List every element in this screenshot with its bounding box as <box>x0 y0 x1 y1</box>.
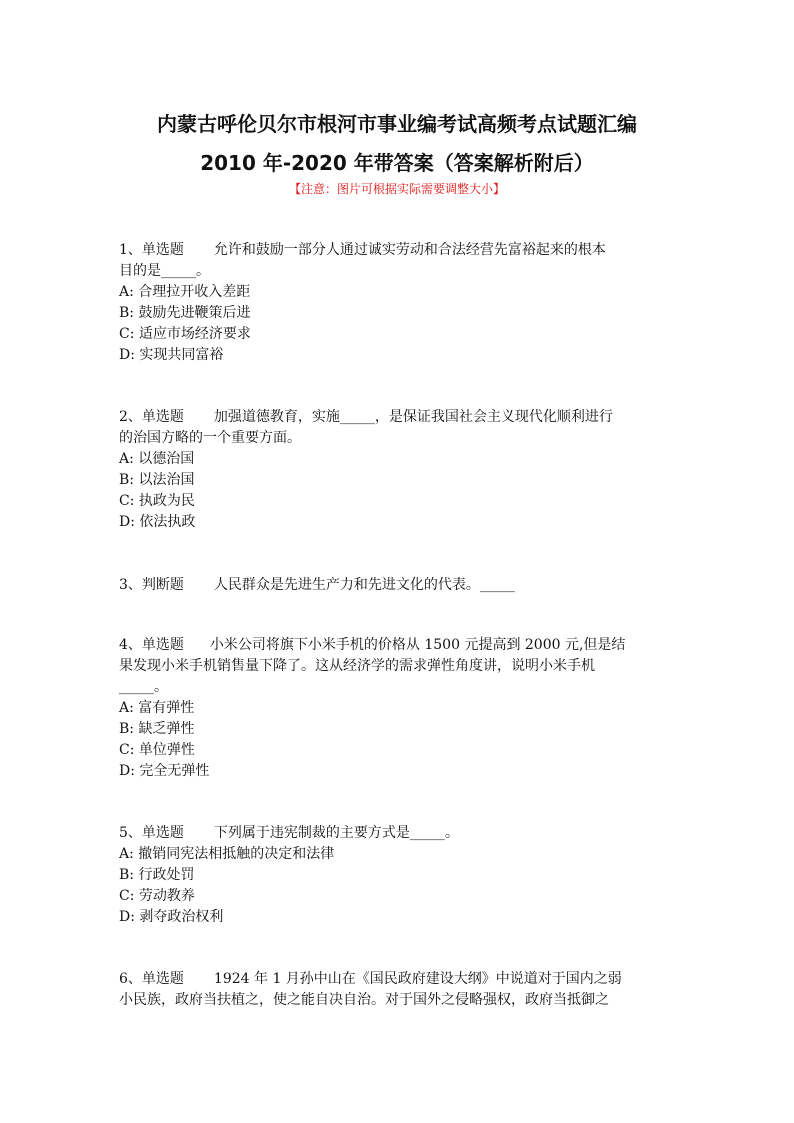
question-stem <box>119 635 679 656</box>
question-label: 1、单选题 <box>119 242 184 258</box>
option-a: A: 合理拉开收入差距 <box>119 284 251 300</box>
question-label: 3、判断题 <box>119 577 184 593</box>
document-title-line1: 内蒙古呼伦贝尔市根河市事业编考试高频考点试题汇编 <box>157 112 637 136</box>
option-d: D: 剥夺政治权利 <box>119 909 224 925</box>
option-a: A: 撤销同宪法相抵触的决定和法律 <box>119 846 335 862</box>
resize-notice: 【注意：图片可根据实际需要调整大小】 <box>288 182 505 196</box>
question-stem <box>119 969 679 990</box>
option-c: C: 执政为民 <box>119 493 195 509</box>
question-4 <box>119 635 679 782</box>
option-c: C: 劳动教养 <box>119 888 195 904</box>
option-d: D: 依法执政 <box>119 514 196 530</box>
option-d: D: 完全无弹性 <box>119 763 210 779</box>
option-d: D: 实现共同富裕 <box>119 347 224 363</box>
question-text-line: 1924 年 1 月孙中山在《国民政府建设大纲》中说道对于国内之弱 <box>213 971 622 987</box>
question-text-line: 允许和鼓励一部分人通过诚实劳动和合法经营先富裕起来的根本 <box>213 242 606 258</box>
option-c: C: 单位弹性 <box>119 742 195 758</box>
question-text-line: 加强道德教育，实施_____，是保证我国社会主义现代化顺利进行 <box>213 409 613 425</box>
option-c: C: 适应市场经济要求 <box>119 326 251 342</box>
question-stem <box>119 407 679 428</box>
question-text-line: 小民族，政府当扶植之，使之能自决自治。对于国外之侵略强权，政府当抵御之 <box>119 992 609 1008</box>
question-label: 5、单选题 <box>119 825 184 841</box>
question-text-line: 下列属于违宪制裁的主要方式是_____。 <box>213 825 459 841</box>
question-1 <box>119 240 679 366</box>
question-5 <box>119 823 679 928</box>
document-title-line2: 2010 年-2020 年带答案（答案解析附后） <box>200 151 594 175</box>
question-text-line: 小米公司将旗下小米手机的价格从 1500 元提高到 2000 元,但是结 <box>209 637 626 653</box>
question-2 <box>119 407 679 533</box>
question-text-line: 目的是_____。 <box>119 263 210 279</box>
option-a: A: 富有弹性 <box>119 700 195 716</box>
question-label: 6、单选题 <box>119 971 184 987</box>
question-text-line: 果发现小米手机销售量下降了。这从经济学的需求弹性角度讲，说明小米手机 <box>119 658 595 674</box>
question-label: 4、单选题 <box>119 637 184 653</box>
option-b: B: 以法治国 <box>119 472 195 488</box>
option-a: A: 以德治国 <box>119 451 195 467</box>
question-text-line: 的治国方略的一个重要方面。 <box>119 430 301 446</box>
question-stem <box>119 575 679 596</box>
question-text-line: 人民群众是先进生产力和先进文化的代表。_____ <box>213 577 515 593</box>
option-b: B: 鼓励先进鞭策后进 <box>119 305 251 321</box>
option-b: B: 行政处罚 <box>119 867 195 883</box>
question-text-line: _____。 <box>119 679 168 695</box>
question-stem <box>119 240 679 261</box>
question-stem <box>119 823 679 844</box>
question-6 <box>119 969 679 1011</box>
option-b: B: 缺乏弹性 <box>119 721 195 737</box>
question-3 <box>119 575 679 596</box>
question-label: 2、单选题 <box>119 409 184 425</box>
